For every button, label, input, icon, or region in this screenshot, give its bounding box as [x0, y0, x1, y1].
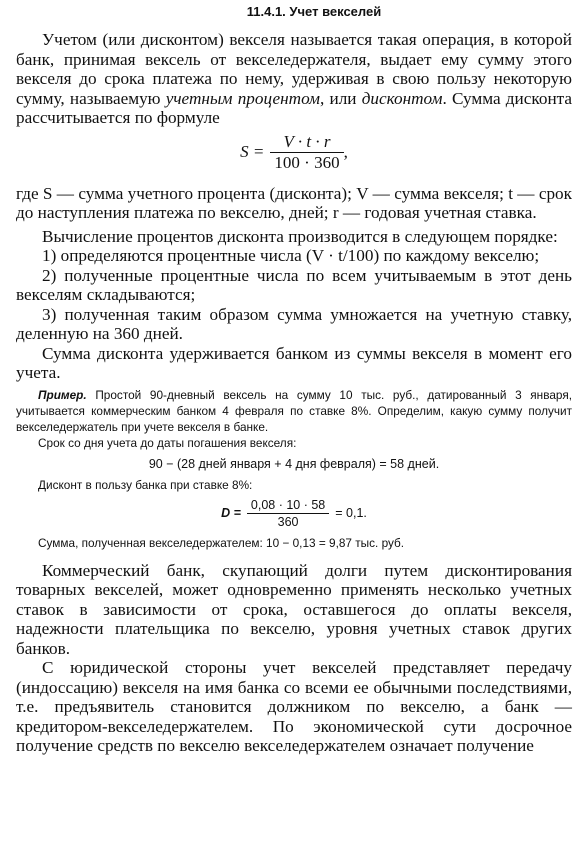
example-paragraph	[16, 387, 572, 435]
section-heading: 11.4.1. Учет векселей	[246, 4, 382, 19]
example-formula-fraction	[247, 497, 329, 530]
example-label: Пример.	[38, 387, 87, 402]
example-term-calc: 90 − (28 дней января + 4 дня февраля) = 58 дней.	[148, 456, 440, 471]
formula-denominator: 100 · 360	[274, 152, 340, 172]
example-discount-formula	[16, 497, 572, 535]
formula-trail: ,	[343, 142, 348, 161]
document-page	[16, 4, 572, 756]
example-sum-line: Сумма, полученная векселедержателем: 10 − 0,13 = 9,87 тыс. руб.	[38, 535, 405, 550]
term-discount-percent: учетным процентом	[165, 88, 320, 108]
intro-text-2: , или	[320, 88, 362, 108]
example-formula-numerator: 0,08 · 10 · 58	[247, 497, 329, 514]
example-formula-denominator: 360	[277, 514, 299, 529]
formula-lhs: S =	[240, 142, 265, 161]
example-term-line: Срок со дня учета до даты погашения векселя:	[38, 435, 297, 450]
order-step-1: 1) определяются процентные числа (V · t/100) по каждому векселю;	[42, 246, 540, 265]
formula-fraction	[270, 132, 343, 173]
order-step-3: 3) полученная таким образом сумма умножается на учетную ставку, деленную на 360 дней.	[16, 304, 572, 343]
intro-paragraph	[16, 30, 572, 128]
order-intro: Вычисление процентов дисконта производится в следующем порядке:	[42, 226, 558, 246]
legal-paragraph: С юридической стороны учет векселей представляет передачу (индоссацию) векселя на имя банка со всеми ее обычными последствиями, т.е. предъявитель становится должником по векселю, а банк — кредитором-векселедержателем. По экономической сути досрочное получение средств по векселю векселедержателем означает получение	[16, 658, 572, 755]
formula-numerator: V · t · r	[270, 132, 343, 153]
order-conclusion: Сумма дисконта удерживается банком из суммы векселя в момент его учета.	[16, 343, 572, 382]
intro-text-3: . Сумма дисконта рассчитывается по формуле	[16, 88, 573, 127]
commercial-bank-paragraph: Коммерческий банк, скупающий долги путем дисконтирования товарных векселей, может одновременно применять несколько учетных ставок в зависимости от срока, оставшегося до оплаты векселя, надежности плательщика по векселю, уровня учетных ставок других банков.	[16, 560, 572, 658]
example-formula-result: = 0,1.	[335, 506, 367, 520]
where-paragraph: где S — сумма учетного процента (дисконта); V — сумма векселя; t — срок до наступления платежа по векселю, дней; r — годовая учетная ставка.	[16, 183, 572, 222]
example-discount-line: Дисконт в пользу банка при ставке 8%:	[38, 477, 253, 492]
example-text: Простой 90-дневный вексель на сумму 10 тыс. руб., датированный 3 января, учитывается коммерческим банком 4 февраля по ставке 8%. Определим, какую сумму получит векселедержатель при учете векселя в банке.	[16, 387, 572, 434]
term-discount: дисконтом	[361, 88, 443, 108]
discount-formula	[16, 132, 572, 184]
intro-text-1: Учетом (или дисконтом) векселя называется такая операция, в которой банк, принимая вексель от векселедержателя, выдает ему сумму этого векселя до срока платежа по нему, удерживая в свою пользу некоторую сумму, называемую	[16, 30, 572, 108]
example-formula-lhs: D =	[221, 506, 241, 520]
order-step-2: 2) полученные процентные числа по всем учитываемым в этот день векселям складываются;	[16, 265, 572, 304]
